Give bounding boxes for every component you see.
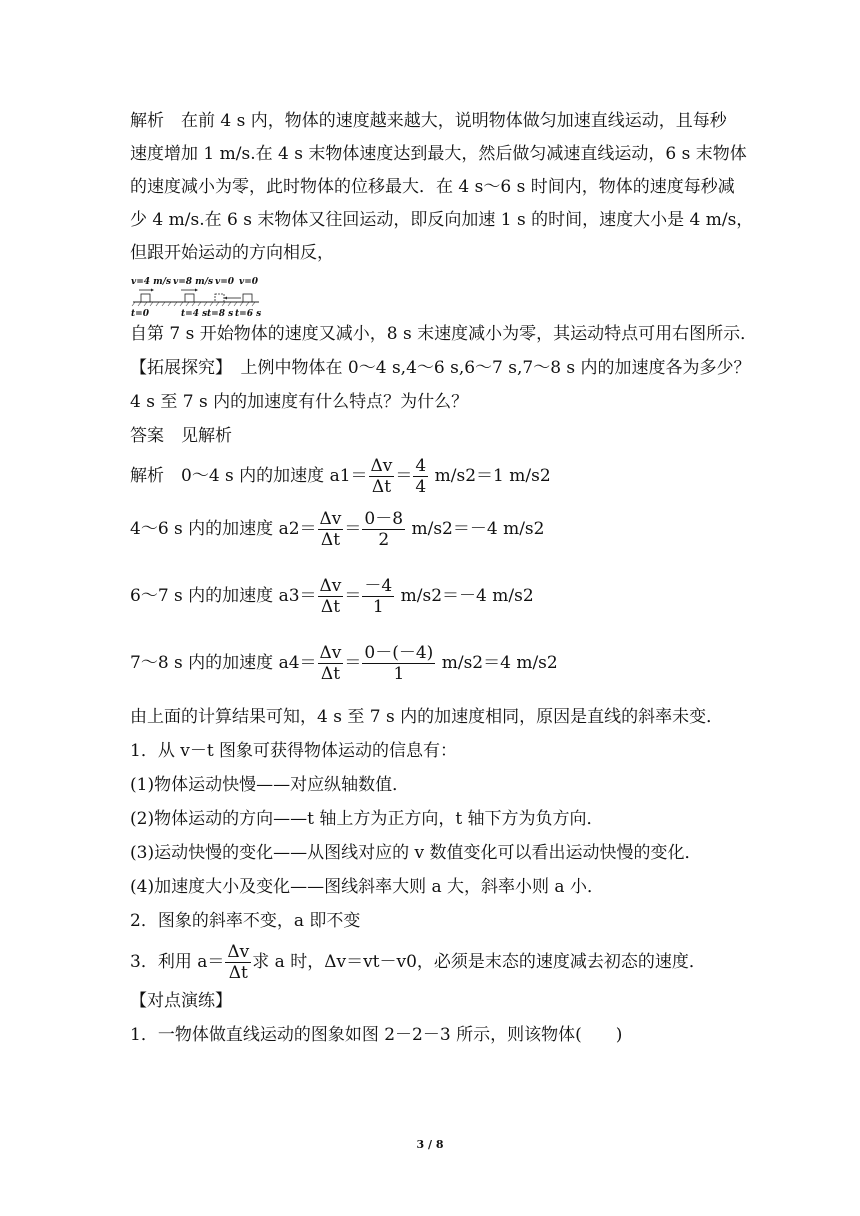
calc-a3-suffix: m/s2＝－4 m/s2 — [395, 586, 534, 606]
fraction-numerator: Δv — [319, 643, 342, 663]
fraction-denominator: 2 — [378, 530, 390, 550]
fraction-numerator: Δv — [370, 456, 393, 476]
fraction — [362, 643, 435, 684]
practice-question-1: 1．一物体做直线运动的图象如图 2－2－3 所示，则该物体( ) — [130, 1025, 623, 1045]
analysis-line-1: 解析 在前 4 s 内，物体的速度越来越大，说明物体做匀加速直线运动，且每秒 — [130, 111, 727, 131]
fraction-numerator: 4 — [415, 456, 427, 476]
point-3-line — [130, 942, 706, 983]
figure-label-v4: v=0 — [239, 277, 259, 287]
fraction-denominator: Δt — [371, 477, 392, 497]
fraction — [225, 942, 251, 983]
after-figure-line: 自第 7 s 开始物体的速度又减小，8 s 末速度减小为零，其运动特点可用右图所示． — [130, 324, 758, 344]
fraction — [318, 643, 344, 684]
fraction — [318, 576, 344, 617]
calc-a2 — [130, 509, 544, 550]
summary-line-3: (1)物体运动快慢——对应纵轴数值． — [130, 775, 410, 795]
summary-line-6: (4)加速度大小及变化——图线斜率大则 a 大，斜率小则 a 小． — [130, 877, 604, 897]
figure-label-v2: v=8 m/s — [173, 277, 214, 287]
fraction-denominator: 1 — [372, 597, 384, 617]
extension-question-line-1: 【拓展探究】 上例中物体在 0～4 s,4～6 s,6～7 s,7～8 s 内的加速度各为多少？ — [130, 358, 751, 378]
analysis-line-5: 但跟开始运动的方向相反， — [130, 243, 334, 263]
point-3-prefix: 3．利用 a＝ — [130, 952, 225, 972]
fraction — [362, 576, 394, 617]
fraction-numerator: Δv — [319, 576, 342, 596]
equals: ＝ — [395, 466, 413, 486]
figure-label-t1: t=0 — [131, 309, 149, 319]
analysis-line-2: 速度增加 1 m/s.在 4 s 末物体速度达到最大，然后做匀减速直线运动，6 s 末物体 — [130, 144, 747, 164]
figure-label-t4: t=6 s — [235, 309, 262, 319]
summary-line-1: 由上面的计算结果可知，4 s 至 7 s 内的加速度相同，原因是直线的斜率未变． — [130, 707, 724, 727]
fraction-numerator: －4 — [364, 576, 393, 596]
equals: ＝ — [344, 519, 362, 539]
summary-line-2: 1．从 v－t 图象可获得物体运动的信息有： — [130, 741, 458, 761]
calc-a4-suffix: m/s2＝4 m/s2 — [436, 653, 558, 673]
fraction-denominator: Δt — [320, 597, 341, 617]
equals: ＝ — [344, 653, 362, 673]
fraction — [362, 509, 405, 550]
calc-a1-prefix: 解析 0～4 s 内的加速度 a1＝ — [130, 466, 368, 486]
equals: ＝ — [344, 586, 362, 606]
calc-a3-prefix: 6～7 s 内的加速度 a3＝ — [130, 586, 317, 606]
extension-question-line-2: 4 s 至 7 s 内的加速度有什么特点？为什么？ — [130, 392, 469, 412]
calc-a4 — [130, 643, 558, 684]
fraction-numerator: 0－8 — [364, 509, 404, 529]
analysis-line-3: 的速度减小为零，此时物体的位移最大．在 4 s～6 s 时间内，物体的速度每秒减 — [130, 177, 735, 197]
answer-line: 答案 见解析 — [130, 426, 232, 446]
practice-title: 【对点演练】 — [130, 991, 232, 1011]
fraction-numerator: Δv — [227, 942, 250, 962]
page-number: 3 / 8 — [416, 1138, 444, 1151]
summary-line-4: (2)物体运动的方向——t 轴上方为正方向，t 轴下方为负方向． — [130, 809, 604, 829]
figure-label-t3: t=8 s — [207, 309, 234, 319]
calc-a1-suffix: m/s2＝1 m/s2 — [429, 466, 551, 486]
calc-a4-prefix: 7～8 s 内的加速度 a4＝ — [130, 653, 317, 673]
fraction-numerator: Δv — [319, 509, 342, 529]
motion-figure — [131, 277, 262, 319]
summary-line-7: 2．图象的斜率不变，a 即不变 — [130, 911, 361, 931]
calc-a3 — [130, 576, 534, 617]
fraction-denominator: Δt — [320, 530, 341, 550]
figure-label-t2: t=4 s — [181, 309, 208, 319]
fraction-denominator: Δt — [228, 963, 248, 983]
motion-diagram — [131, 288, 261, 310]
calc-a2-prefix: 4～6 s 内的加速度 a2＝ — [130, 519, 317, 539]
fraction-denominator: 1 — [393, 664, 405, 684]
fraction — [413, 456, 428, 497]
fraction — [369, 456, 395, 497]
calc-a2-suffix: m/s2＝－4 m/s2 — [406, 519, 545, 539]
analysis-line-4: 少 4 m/s.在 6 s 末物体又往回运动，即反向加速 1 s 的时间，速度大小是 4 m/s， — [130, 210, 754, 230]
fraction-denominator: Δt — [320, 664, 341, 684]
point-3-suffix: 求 a 时，Δv＝vt－v0，必须是末态的速度减去初态的速度． — [252, 952, 706, 972]
figure-label-v3: v=0 — [215, 277, 235, 287]
summary-line-5: (3)运动快慢的变化——从图线对应的 v 数值变化可以看出运动快慢的变化． — [130, 843, 702, 863]
figure-label-v1: v=4 m/s — [131, 277, 172, 287]
fraction-denominator: 4 — [415, 477, 427, 497]
fraction — [318, 509, 344, 550]
calc-a1 — [130, 456, 551, 497]
fraction-numerator: 0－(－4) — [364, 643, 434, 663]
